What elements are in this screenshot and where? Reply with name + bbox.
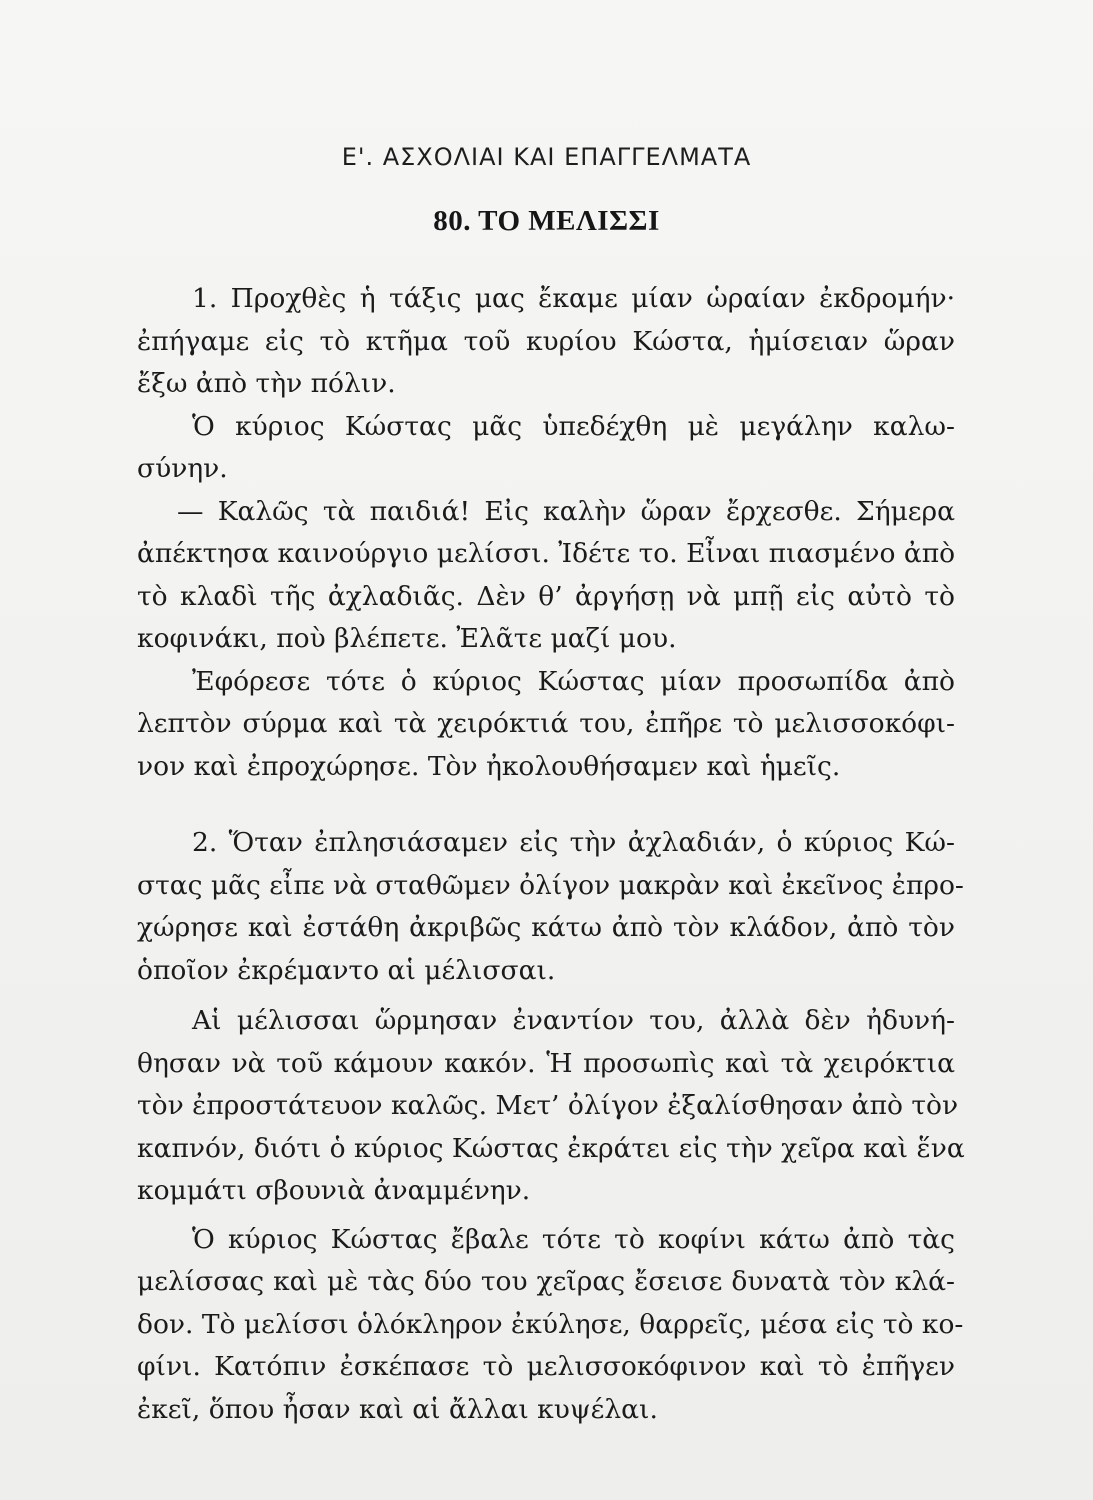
paragraph-part-1	[137, 278, 955, 788]
text-line: τὸν ἐπροστάτευον καλῶς. Μετ’ ὀλίγον ἐξαλίσθησαν ἀπὸ τὸν	[137, 1090, 959, 1121]
text-line: Αἱ μέλισσαι ὥρμησαν ἐναντίον του, ἀλλὰ δὲν ἠδυνή-	[192, 1005, 955, 1036]
paragraph-part-2	[137, 822, 965, 1431]
text-line: χώρησε καὶ ἐστάθη ἀκριβῶς κάτω ἀπὸ τὸν κλάδον, ἀπὸ τὸν	[137, 912, 955, 943]
text-line: ἀπέκτησα καινούργιο μελίσσι. Ἰδέτε το. Εἶναι πιασμένο ἀπὸ	[137, 538, 956, 569]
text-line: Ὁ κύριος Κώστας ἔβαλε τότε τὸ κοφίνι κάτω ἀπὸ τὰς	[192, 1223, 955, 1255]
text-line: ὁποῖον ἐκρέμαντο αἱ μέλισσαι.	[137, 954, 556, 986]
text-line: σύνην.	[137, 453, 228, 484]
text-line: δον. Τὸ μελίσσι ὁλόκληρον ἐκύλησε, θαρρεῖς, μέσα εἰς τὸ κο-	[137, 1308, 964, 1340]
text-line: νον καὶ ἐπροχώρησε. Τὸν ἠκολουθήσαμεν καὶ ἡμεῖς.	[137, 750, 841, 782]
text-line: Ὁ κύριος Κώστας μᾶς ὑπεδέχθη μὲ μεγάλην καλω-	[192, 410, 955, 442]
text-line: θησαν νὰ τοῦ κάμουν κακόν. Ἡ προσωπὶς καὶ τὰ χειρόκτια	[137, 1047, 955, 1079]
text-line: — Καλῶς τὰ παιδιά! Εἰς καλὴν ὥραν ἔρχεσθε. Σήμερα	[177, 495, 955, 527]
text-line: 1. Προχθὲς ἡ τάξις μας ἔκαμε μίαν ὡραίαν ἐκδρομήν·	[192, 283, 955, 314]
text-line: φίνι. Κατόπιν ἐσκέπασε τὸ μελισσοκόφινον καὶ τὸ ἐπῆγεν	[137, 1351, 955, 1382]
text-line: καπνόν, διότι ὁ κύριος Κώστας ἐκράτει εἰς τὴν χεῖρα καὶ ἕνα	[137, 1132, 965, 1164]
text-line: κοφινάκι, ποὺ βλέπετε. Ἐλᾶτε μαζί μου.	[137, 623, 677, 654]
text-line: λεπτὸν σύρμα καὶ τὰ χειρόκτιά του, ἐπῆρε τὸ μελισσοκόφι-	[137, 708, 955, 739]
section-heading: Ε'. ΑΣΧΟΛΙΑΙ ΚΑΙ ΕΠΑΓΓΕΛΜΑΤΑ	[341, 143, 752, 171]
text-line: 2. Ὅταν ἐπλησιάσαμεν εἰς τὴν ἀχλαδιάν, ὁ κύριος Κώ-	[192, 827, 955, 858]
lesson-title: 80. ΤΟ ΜΕΛΙΣΣΙ	[433, 205, 660, 237]
text-line: τὸ κλαδὶ τῆς ἀχλαδιᾶς. Δὲν θ’ ἀργήσῃ νὰ μπῇ εἰς αὐτὸ τὸ	[137, 580, 955, 612]
text-line: στας μᾶς εἶπε νὰ σταθῶμεν ὀλίγον μακρὰν καὶ ἐκεῖνος ἐπρο-	[137, 869, 964, 901]
text-line: ἔξω ἀπὸ τὴν πόλιν.	[137, 368, 396, 399]
text-line: ἐκεῖ, ὅπου ἦσαν καὶ αἱ ἄλλαι κυψέλαι.	[137, 1393, 658, 1425]
text-line: μελίσσας καὶ μὲ τὰς δύο του χεῖρας ἔσεισε δυνατὰ τὸν κλά-	[137, 1266, 955, 1297]
text-line: κομμάτι σβουνιὰ ἀναμμένην.	[137, 1175, 531, 1206]
text-line: ἐπήγαμε εἰς τὸ κτῆμα τοῦ κυρίου Κώστα, ἡμίσειαν ὥραν	[137, 325, 955, 357]
text-line: Ἐφόρεσε τότε ὁ κύριος Κώστας μίαν προσωπίδα ἀπὸ	[192, 665, 955, 697]
